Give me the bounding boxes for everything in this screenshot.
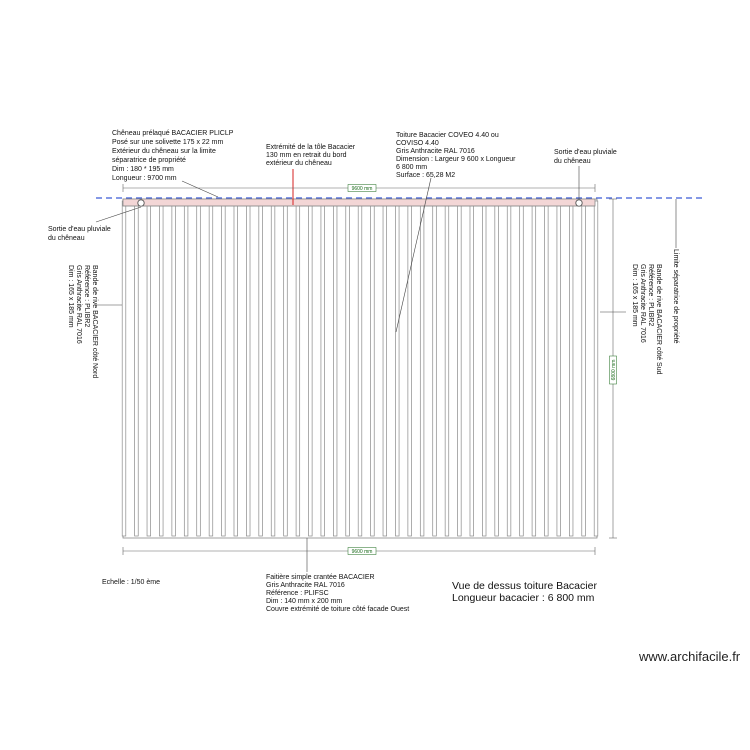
roof-note-line-4: Dimension : Largeur 9 600 x Longueur	[396, 156, 516, 163]
roof-rib	[495, 201, 499, 536]
roof-rib	[246, 201, 250, 536]
roof-rib	[147, 201, 151, 536]
roof-rib	[135, 201, 139, 536]
roof-note-line-1: Toiture Bacacier COVEO 4.40 ou	[396, 132, 499, 139]
roof-rib	[284, 201, 288, 536]
right-outlet-note-line-1: Sortie d'eau pluviale	[554, 149, 617, 156]
left-outlet-leader	[96, 207, 141, 222]
roof-rib	[520, 201, 524, 536]
roof-rib	[408, 201, 412, 536]
roof-rib	[545, 201, 549, 536]
roof-rib	[582, 201, 586, 536]
roof-rib	[271, 201, 275, 536]
gutter-strip	[123, 199, 595, 206]
roof-rib	[234, 201, 238, 536]
roof-rib	[371, 201, 375, 536]
left-outlet-circle	[138, 200, 144, 206]
left-outlet-note-line-1: Sortie d'eau pluviale	[48, 226, 111, 233]
roof-rib	[482, 201, 486, 536]
roof-note-line-6: Surface : 65,28 M2	[396, 172, 456, 179]
gutter-note	[112, 130, 234, 182]
roof-note-line-5: 6 800 mm	[396, 164, 428, 171]
watermark: www.archifacile.fr	[639, 649, 741, 664]
roof-rib	[333, 201, 337, 536]
gutter-note-line-3: Extérieur du chêneau sur la limite	[112, 148, 216, 155]
north-rive-note-line-3: Gris Anthracite RAL 7016	[75, 265, 82, 344]
north-rive-note	[67, 265, 98, 378]
ridge-note-line-3: Référence : PLIFSC	[266, 590, 329, 597]
roof-rib	[470, 201, 474, 536]
roof-rib	[197, 201, 201, 536]
sheet-end-note-line-2: 130 mm en retrait du bord	[266, 152, 347, 159]
roof-rib	[507, 201, 511, 536]
sheet-end-note-line-3: extérieur du chêneau	[266, 160, 332, 167]
south-rive-note-line-1: Bande de rive BACACIER côté Sud	[655, 264, 662, 375]
roof-rib	[296, 201, 300, 536]
gutter-note-line-6: Longueur : 9700 mm	[112, 175, 177, 182]
roof-rib	[184, 201, 188, 536]
right-outlet-circle	[576, 200, 582, 206]
roof-rib	[309, 201, 313, 536]
roof-rib	[532, 201, 536, 536]
roof-rib	[172, 201, 176, 536]
roof-rib	[321, 201, 325, 536]
bottom-dimension-label: 9600 mm	[351, 549, 373, 555]
sheet-end-note-line-1: Extrémité de la tôle Bacacier	[266, 144, 356, 151]
view-title-line-1: Vue de dessus toiture Bacacier	[452, 580, 597, 592]
gutter-note-line-5: Dim : 180 * 195 mm	[112, 166, 174, 173]
south-rive-note-line-4: Dim : 165 x 185 mm	[631, 264, 638, 327]
roof-rib	[358, 201, 362, 536]
left-outlet-note	[48, 226, 111, 242]
roof-rib	[395, 201, 399, 536]
south-rive-note	[631, 264, 662, 375]
view-title	[452, 580, 597, 604]
roof-rib	[383, 201, 387, 536]
roof-note	[396, 132, 516, 179]
north-rive-note-line-4: Dim : 165 x 185 mm	[67, 265, 74, 328]
roof-note-line-2: COVISO 4.40	[396, 140, 439, 147]
right-outlet-note-line-2: du chêneau	[554, 158, 591, 165]
ridge-note-line-1: Faitière simple crantée BACACIER	[266, 574, 375, 581]
view-title-line-2: Longueur bacacier : 6 800 mm	[452, 592, 595, 604]
north-rive-note-line-1: Bande de rive BACACIER côté Nord	[91, 265, 98, 379]
ridge-note-line-5: Couvre extrémité de toiture côté facade Ouest	[266, 606, 410, 613]
roof-rib	[122, 201, 126, 536]
right-dimension-label: 6800 mm	[611, 359, 617, 381]
south-rive-note-line-3: Gris Anthracite RAL 7016	[639, 264, 646, 343]
roof-note-line-3: Gris Anthracite RAL 7016	[396, 148, 475, 155]
ridge-note-line-2: Gris Anthracite RAL 7016	[266, 582, 345, 589]
right-outlet-note	[554, 149, 617, 165]
gutter-note-line-1: Chêneau prélaqué BACACIER PLICLP	[112, 130, 234, 137]
roof-rib	[159, 201, 163, 536]
roof-rib	[557, 201, 561, 536]
gutter-leader	[182, 181, 218, 197]
roof-rib	[569, 201, 573, 536]
roof-rib	[209, 201, 213, 536]
ridge-note-line-4: Dim : 140 mm x 200 mm	[266, 598, 343, 605]
south-rive-note-line-2: Référence : PLIBR2	[647, 264, 654, 327]
ridge-note	[266, 574, 409, 613]
north-rive-note-line-2: Référence : PLIBR2	[83, 265, 90, 328]
sheet-end-note	[266, 144, 356, 167]
roof-rib	[594, 201, 598, 536]
roof-rib	[445, 201, 449, 536]
gutter-note-line-4: séparatrice de propriété	[112, 157, 186, 164]
left-outlet-note-line-2: du chêneau	[48, 235, 85, 242]
roof-rib	[420, 201, 424, 536]
roof-rib	[259, 201, 263, 536]
top-dimension-label: 9600 mm	[351, 186, 373, 192]
scale-label: Echelle : 1/50 ème	[102, 579, 160, 586]
roof-rib	[346, 201, 350, 536]
property-limit-label: Limite séparatrice de propriété	[672, 249, 679, 344]
gutter-note-line-2: Posé sur une solivette 175 x 22 mm	[112, 139, 224, 146]
roof-rib	[458, 201, 462, 536]
roof-rib	[222, 201, 226, 536]
roof-ribs	[122, 199, 598, 538]
roof-rib	[433, 201, 437, 536]
